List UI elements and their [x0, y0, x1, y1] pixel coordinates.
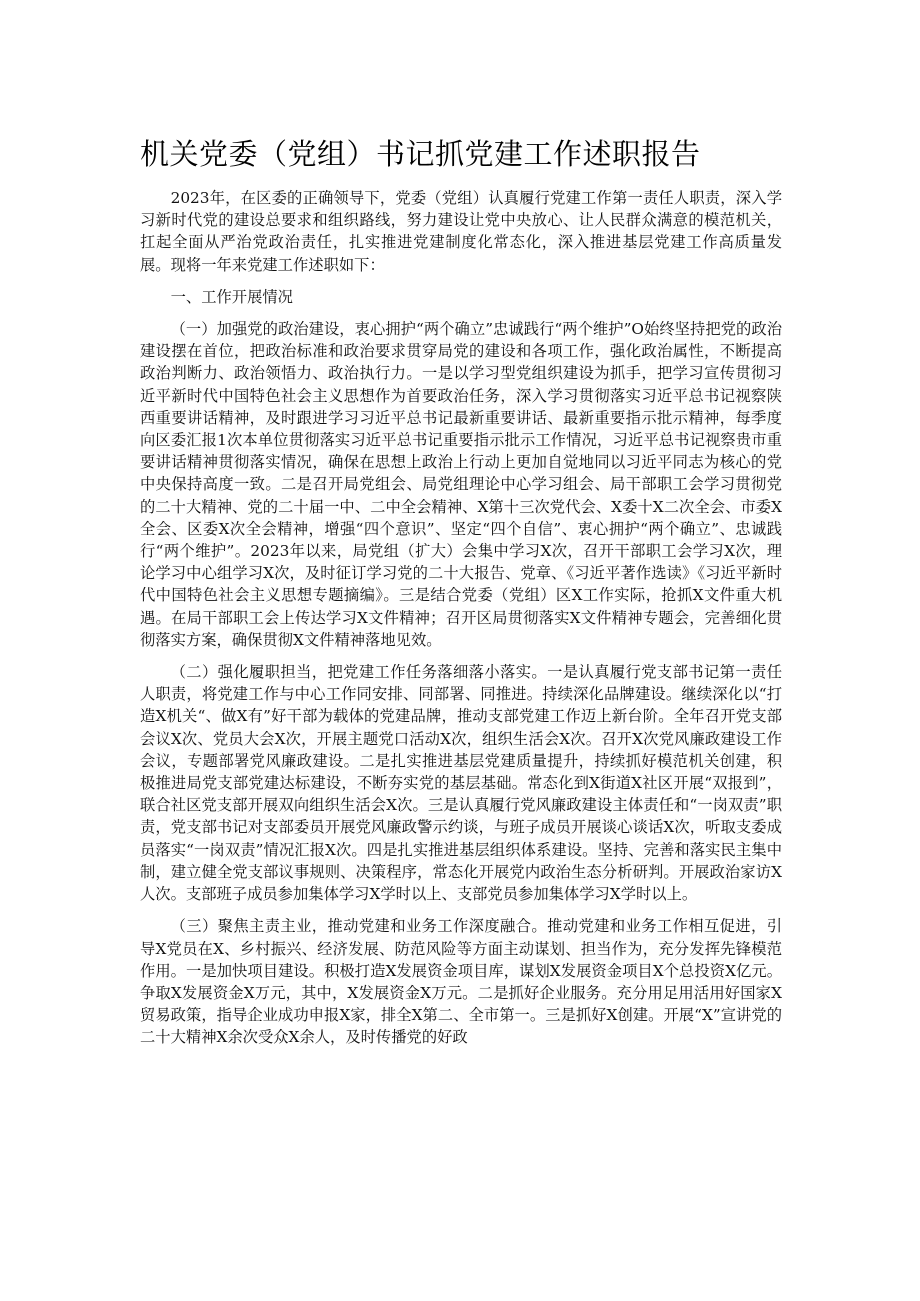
document-title: 机关党委（党组）书记抓党建工作述职报告: [140, 137, 701, 171]
intro-paragraph: 2023年，在区委的正确领导下，党委（党组）认真履行党建工作第一责任人职责，深入学习新时代党的建设总要求和组织路线，努力建设让党中央放心、让人民群众满意的模范机关，扛起全面从严治党政治责任，扎实推进党建制度化常态化，深入推进基层党建工作高质量发展。现将一年来党建工作述职如下：: [140, 189, 782, 274]
body-paragraph-2: （二）强化履职担当，把党建工作任务落细落小落实。一是认真履行党支部书记第一责任人职责，将党建工作与中心工作同安排、同部署、同推进。持续深化品牌建设。继续深化以“打造X机关“、做X有”好干部为载体的党建品牌，推动支部党建工作迈上新台阶。全年召开党支部会议X次、党员大会X次，开展主题党口活动X次，组织生活会X次。召开X次党风廉政建设工作会议，专题部署党风廉政建设。二是扎实推进基层党建质量提升，持续抓好模范机关创建，积极推进局党支部党建达标建设，不断夯实党的基层基础。常态化到X街道X社区开展“双报到”，联合社区党支部开展双向组织生活会X次。三是认真履行党风廉政建设主体责任和“一岗双责”职责，党支部书记对支部委员开展党风廉政警示约谈，与班子成员开展谈心谈话X次，听取支委成员落实“一岗双责”情况汇报X次。四是扎实推进基层组织体系建设。坚持、完善和落实民主集中制，建立健全党支部议事规则、决策程序，常态化开展党内政治生态分析研判。开展政治家访X人次。支部班子成员参加集体学习X学时以上、支部党员参加集体学习X学时以上。: [140, 663, 782, 904]
body-paragraph-3: （三）聚焦主责主业，推动党建和业务工作深度融合。推动党建和业务工作相互促进，引导X党员在X、乡村振兴、经济发展、防范风险等方面主动谋划、担当作为，充分发挥先锋模范作用。一是加快项目建设。积极打造X发展资金项目库，谋划X发展资金项目X个总投资X亿元。争取X发展资金X万元，其中，X发展资金X万元。二是抓好企业服务。充分用足用活用好国家X贸易政策，指导企业成功申报X家，排全X第二、全市第一。三是抓好X创建。开展“X”宣讲党的二十大精神X余次受众X余人，及时传播党的好政: [140, 917, 782, 1047]
section-heading: 一、工作开展情况: [170, 287, 293, 306]
document-body: [140, 187, 782, 1059]
body-paragraph-1: （一）加强党的政治建设，衷心拥护“两个确立”忠诚践行“两个维护”O始终坚持把党的政治建设摆在首位，把政治标准和政治要求贯穿局党的建设和各项工作，强化政治属性，不断提高政治判断力、政治领悟力、政治执行力。一是以学习型党组织建设为抓手，把学习宣传贯彻习近平新时代中国特色社会主义思想作为首要政治任务，深入学习贯彻落实习近平总书记视察陕西重要讲话精神，及时跟进学习习近平总书记最新重要讲话、最新重要指示批示精神，每季度向区委汇报1次本单位贯彻落实习近平总书记重要指示批示工作情况，习近平总书记视察贵市重要讲话精神贯彻落实情况，确保在思想上政治上行动上更加自觉地同以习近平同志为核心的党中央保持高度一致。二是召开局党组会、局党组理论中心学习组会、局干部职工会学习贯彻党的二十大精神、党的二十届一中、二中全会精神、X第十三次党代会、X委十X二次全会、市委X全会、区委X次全会精神，增强“四个意识”、坚定“四个自信”、衷心拥护“两个确立”、忠诚践行“两个维护”。2023年以来，局党组（扩大）会集中学习X次，召开干部职工会学习X次，理论学习中心组学习X次，及时征订学习党的二十大报告、党章、《习近平著作选读》《习近平新时代中国特色社会主义思想专题摘编》。三是结合党委（党组）区X工作实际，抢抓X文件重大机遇。在局干部职工会上传达学习X文件精神；召开区局贯彻落实X文件精神专题会，完善细化贯彻落实方案，确保贯彻X文件精神落地见效。: [140, 320, 782, 649]
